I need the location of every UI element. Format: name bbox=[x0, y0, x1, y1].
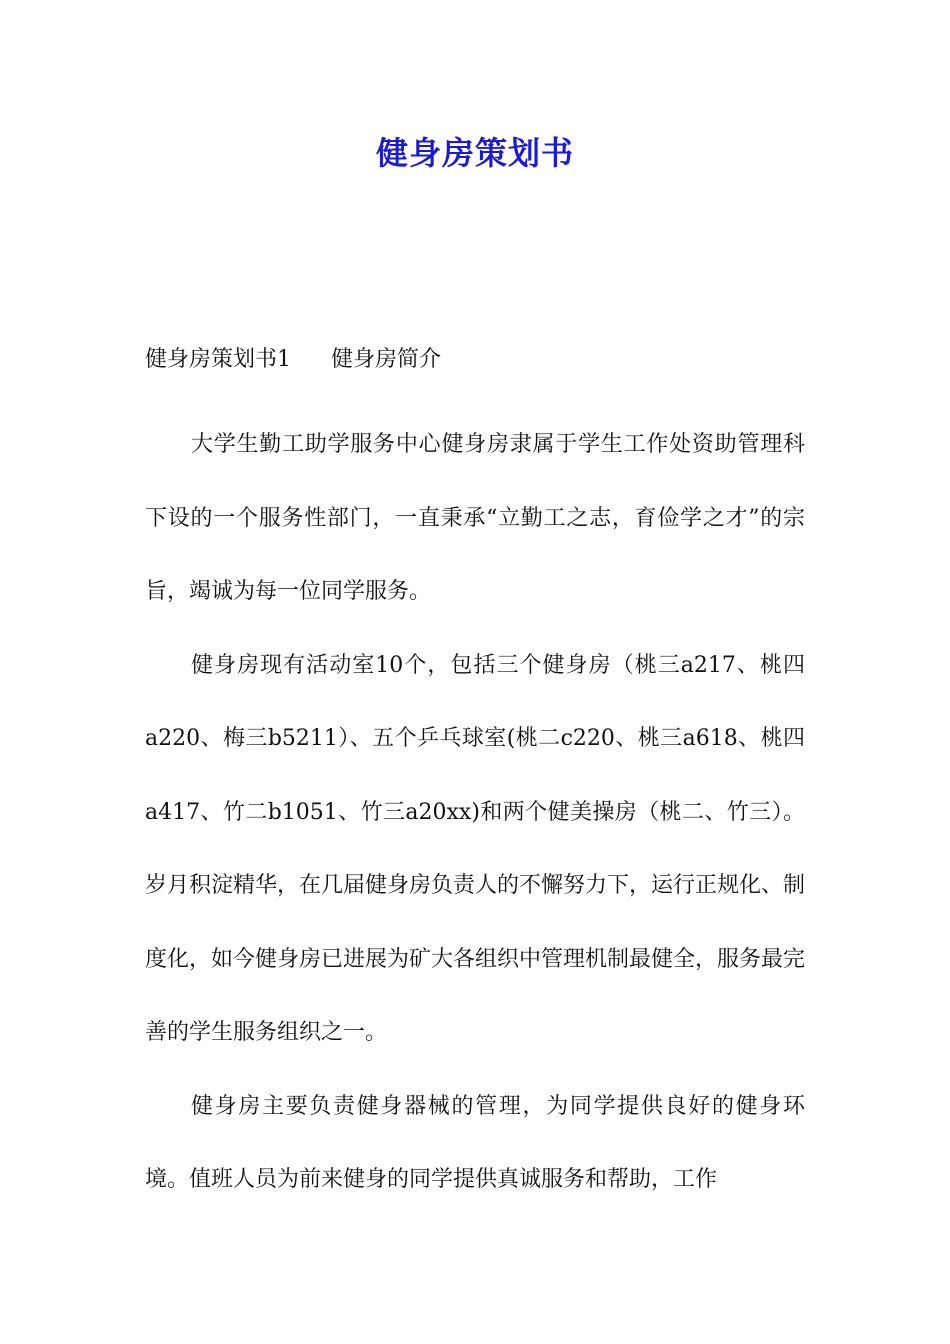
paragraph-facilities: 健身房现有活动室10个，包括三个健身房（桃三a217、桃四a220、梅三b5211）、五个乒乓球室(桃二c220、桃三a618、桃四a417、竹二b1051、竹三a20xx)和两个健美操房（桃二、竹三）。岁月积淀精华，在几届健身房负责人的不懈努力下，运行正规化、制度化，如今健身房已进展为矿大各组织中管理机制最健全，服务最完善的学生服务组织之一。 bbox=[145, 652, 806, 1045]
section-heading bbox=[145, 344, 441, 376]
document-body bbox=[145, 408, 805, 1217]
section-heading-part1: 健身房策划书1 bbox=[145, 347, 291, 372]
document-title: 健身房策划书 bbox=[375, 134, 574, 172]
paragraph-intro: 大学生勤工助学服务中心健身房隶属于学生工作处资助管理科下设的一个服务性部门，一直秉承“立勤工之志，育俭学之才”的宗旨，竭诚为每一位同学服务。 bbox=[145, 432, 805, 604]
section-heading-part2: 健身房简介 bbox=[331, 347, 442, 372]
paragraph-duties: 健身房主要负责健身器械的管理，为同学提供良好的健身环境。值班人员为前来健身的同学提供真诚服务和帮助，工作 bbox=[145, 1093, 805, 1192]
